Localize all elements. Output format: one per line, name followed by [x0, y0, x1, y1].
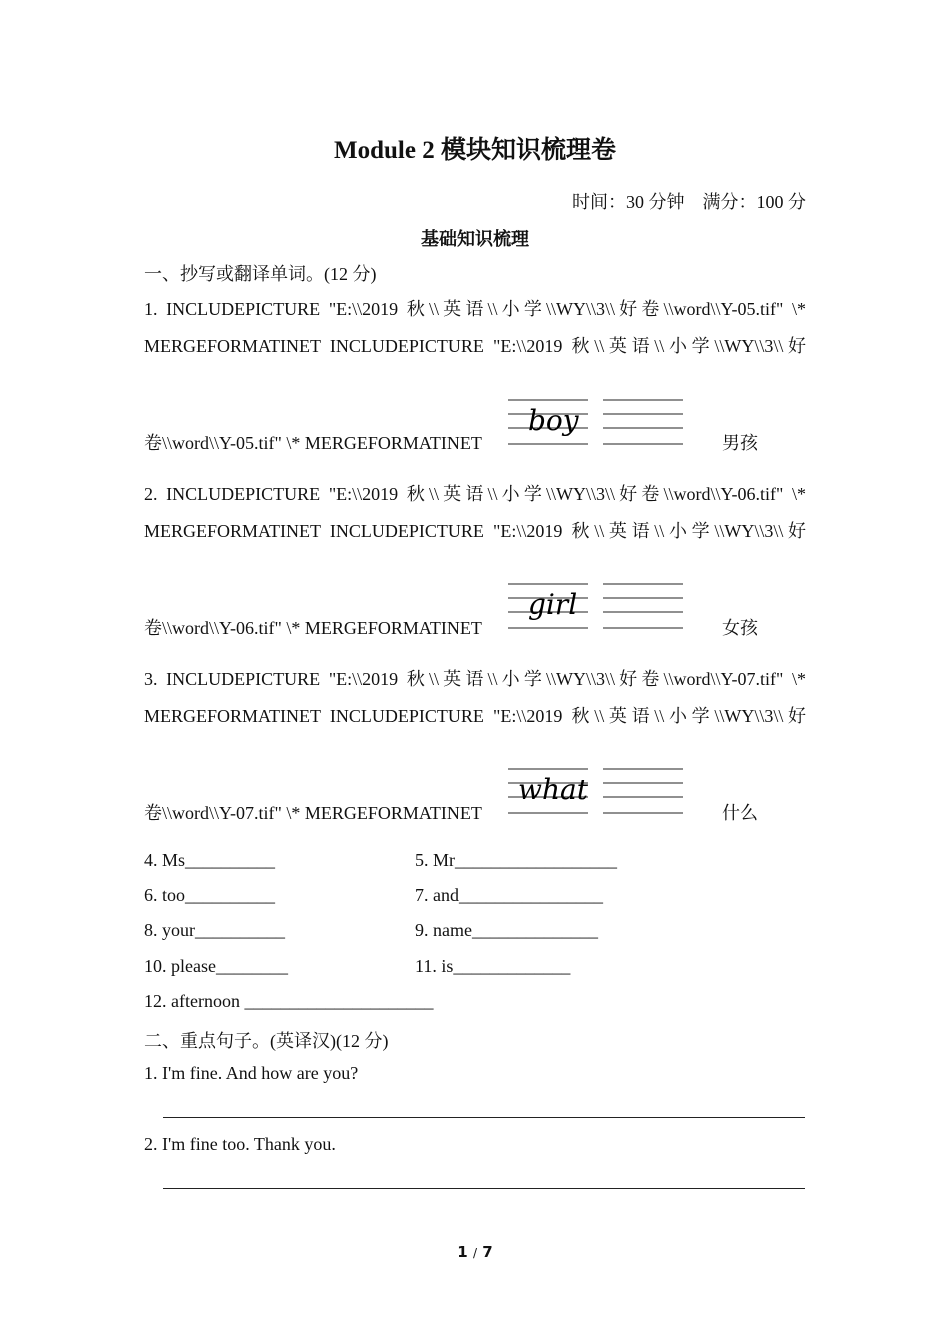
vocab-item-6: 6. too__________ [144, 885, 276, 905]
sentence-1: 1. I'm fine. And how are you? [144, 1063, 359, 1083]
sentence-2: 2. I'm fine too. Thank you. [144, 1134, 336, 1154]
item1-line1: 1. INCLUDEPICTURE "E:\\2019 秋\\英语\\小学\\WY\\3\\好卷\\word\\Y-05.tif" \* [144, 299, 806, 319]
handwriting-lines-girl [506, 578, 686, 632]
item1-meaning: 男孩 [722, 433, 758, 453]
vocab-item-10: 10. please________ [144, 956, 288, 976]
vocab-item-5: 5. Mr__________________ [415, 850, 617, 870]
handwritten-word: girl [528, 588, 578, 621]
answer-line-1[interactable] [163, 1117, 805, 1118]
answer-line-2[interactable] [163, 1188, 805, 1189]
part2-heading: 二、重点句子。(英译汉)(12 分) [144, 1031, 389, 1051]
item1-line2: MERGEFORMATINET INCLUDEPICTURE "E:\\2019 秋\\英语\\小学\\WY\\3\\好 [144, 336, 806, 356]
page-current: 1 [457, 1243, 468, 1261]
part1-heading: 一、抄写或翻译单词。(12 分) [144, 264, 377, 284]
vocab-item-7: 7. and________________ [415, 885, 603, 905]
item2-line3: 卷\\word\\Y-06.tif" \* MERGEFORMATINET [144, 618, 482, 638]
vocab-item-9: 9. name______________ [415, 920, 598, 940]
item1-line3: 卷\\word\\Y-05.tif" \* MERGEFORMATINET [144, 433, 482, 453]
handwritten-word: boy [528, 404, 579, 437]
page-separator: / [472, 1246, 478, 1260]
vocab-item-12: 12. afternoon _____________________ [144, 991, 434, 1011]
item2-line2: MERGEFORMATINET INCLUDEPICTURE "E:\\2019 秋\\英语\\小学\\WY\\3\\好 [144, 521, 806, 541]
handwritten-word: what [518, 773, 588, 806]
page-total: 7 [482, 1243, 493, 1261]
page-number [0, 1243, 950, 1261]
page-title: Module 2 模块知识梳理卷 [334, 137, 616, 164]
handwriting-lines-what [506, 763, 686, 817]
item2-line1: 2. INCLUDEPICTURE "E:\\2019 秋\\英语\\小学\\WY\\3\\好卷\\word\\Y-06.tif" \* [144, 484, 806, 504]
section-title: 基础知识梳理 [421, 229, 529, 249]
vocab-item-11: 11. is_____________ [415, 956, 571, 976]
item3-line2: MERGEFORMATINET INCLUDEPICTURE "E:\\2019 秋\\英语\\小学\\WY\\3\\好 [144, 706, 806, 726]
item3-line3: 卷\\word\\Y-07.tif" \* MERGEFORMATINET [144, 803, 482, 823]
vocab-item-4: 4. Ms__________ [144, 850, 276, 870]
handwriting-lines-boy [506, 394, 686, 448]
item3-line1: 3. INCLUDEPICTURE "E:\\2019 秋\\英语\\小学\\WY\\3\\好卷\\word\\Y-07.tif" \* [144, 669, 806, 689]
item3-meaning: 什么 [722, 803, 758, 823]
vocab-item-8: 8. your__________ [144, 920, 285, 940]
time-info: 时间：30 分钟 满分：100 分 [572, 192, 806, 212]
item2-meaning: 女孩 [722, 618, 758, 638]
